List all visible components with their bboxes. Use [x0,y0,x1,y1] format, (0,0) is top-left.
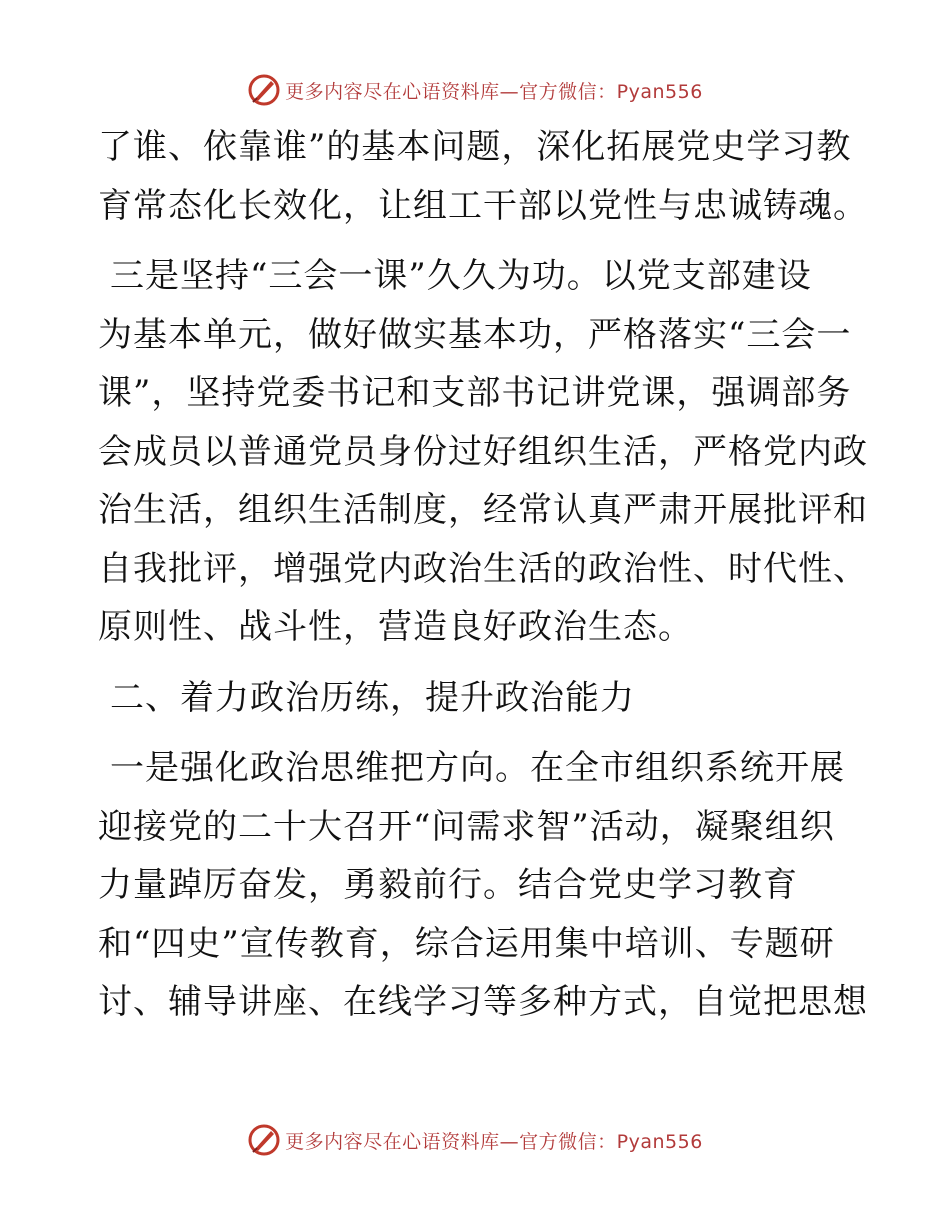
text-line: 力量踔厉奋发，勇毅前行。结合党史学习教育 [98,865,798,905]
text-line: 为基本单元，做好做实基本功，严格落实“三会一 [98,314,852,355]
text-line: 会成员以普通党员身份过好组织生活，严格党内政 [98,431,868,472]
text-line: 讨、辅导讲座、在线学习等多种方式，自觉把思想 [98,982,868,1022]
text-line: 一是强化政治思维把方向。在全市组织系统开展 [110,748,845,788]
text-line: 自我批评，增强党内政治生活的政治性、时代性、 [98,548,868,589]
footer-banner [0,1120,950,1160]
text-line: 原则性、战斗性，营造良好政治生态。 [98,607,693,647]
section-heading: 二、着力政治历练，提升政治能力 [110,677,635,718]
paragraph-2 [98,247,868,657]
text-line: 和“四史”宣传教育，综合运用集中培训、专题研 [98,923,835,964]
quill-pen-logo-icon [247,1123,281,1157]
header-banner [0,70,950,110]
text-line: 迎接党的二十大召开“问需求智”活动，凝聚组织 [98,806,835,847]
text-line: 三是坚持“三会一课”久久为功。以党支部建设 [110,256,812,296]
text-line: 课”，坚持党委书记和支部书记讲党课，强调部务 [98,373,852,413]
document-body [98,118,868,1032]
text-line: 治生活，组织生活制度，经常认真严肃开展批评和 [98,490,868,530]
quill-pen-logo-icon [247,73,281,107]
text-line: 了谁、依靠谁”的基本问题，深化拓展党史学习教 [98,127,852,167]
header-banner-text: 更多内容尽在心语资料库—官方微信：Pyan556 [285,80,703,103]
paragraph-3 [98,739,868,1032]
text-line: 育常态化长效化，让组工干部以党性与忠诚铸魂。 [98,185,868,226]
paragraph-1 [98,118,868,235]
footer-banner-text: 更多内容尽在心语资料库—官方微信：Pyan556 [285,1130,703,1153]
